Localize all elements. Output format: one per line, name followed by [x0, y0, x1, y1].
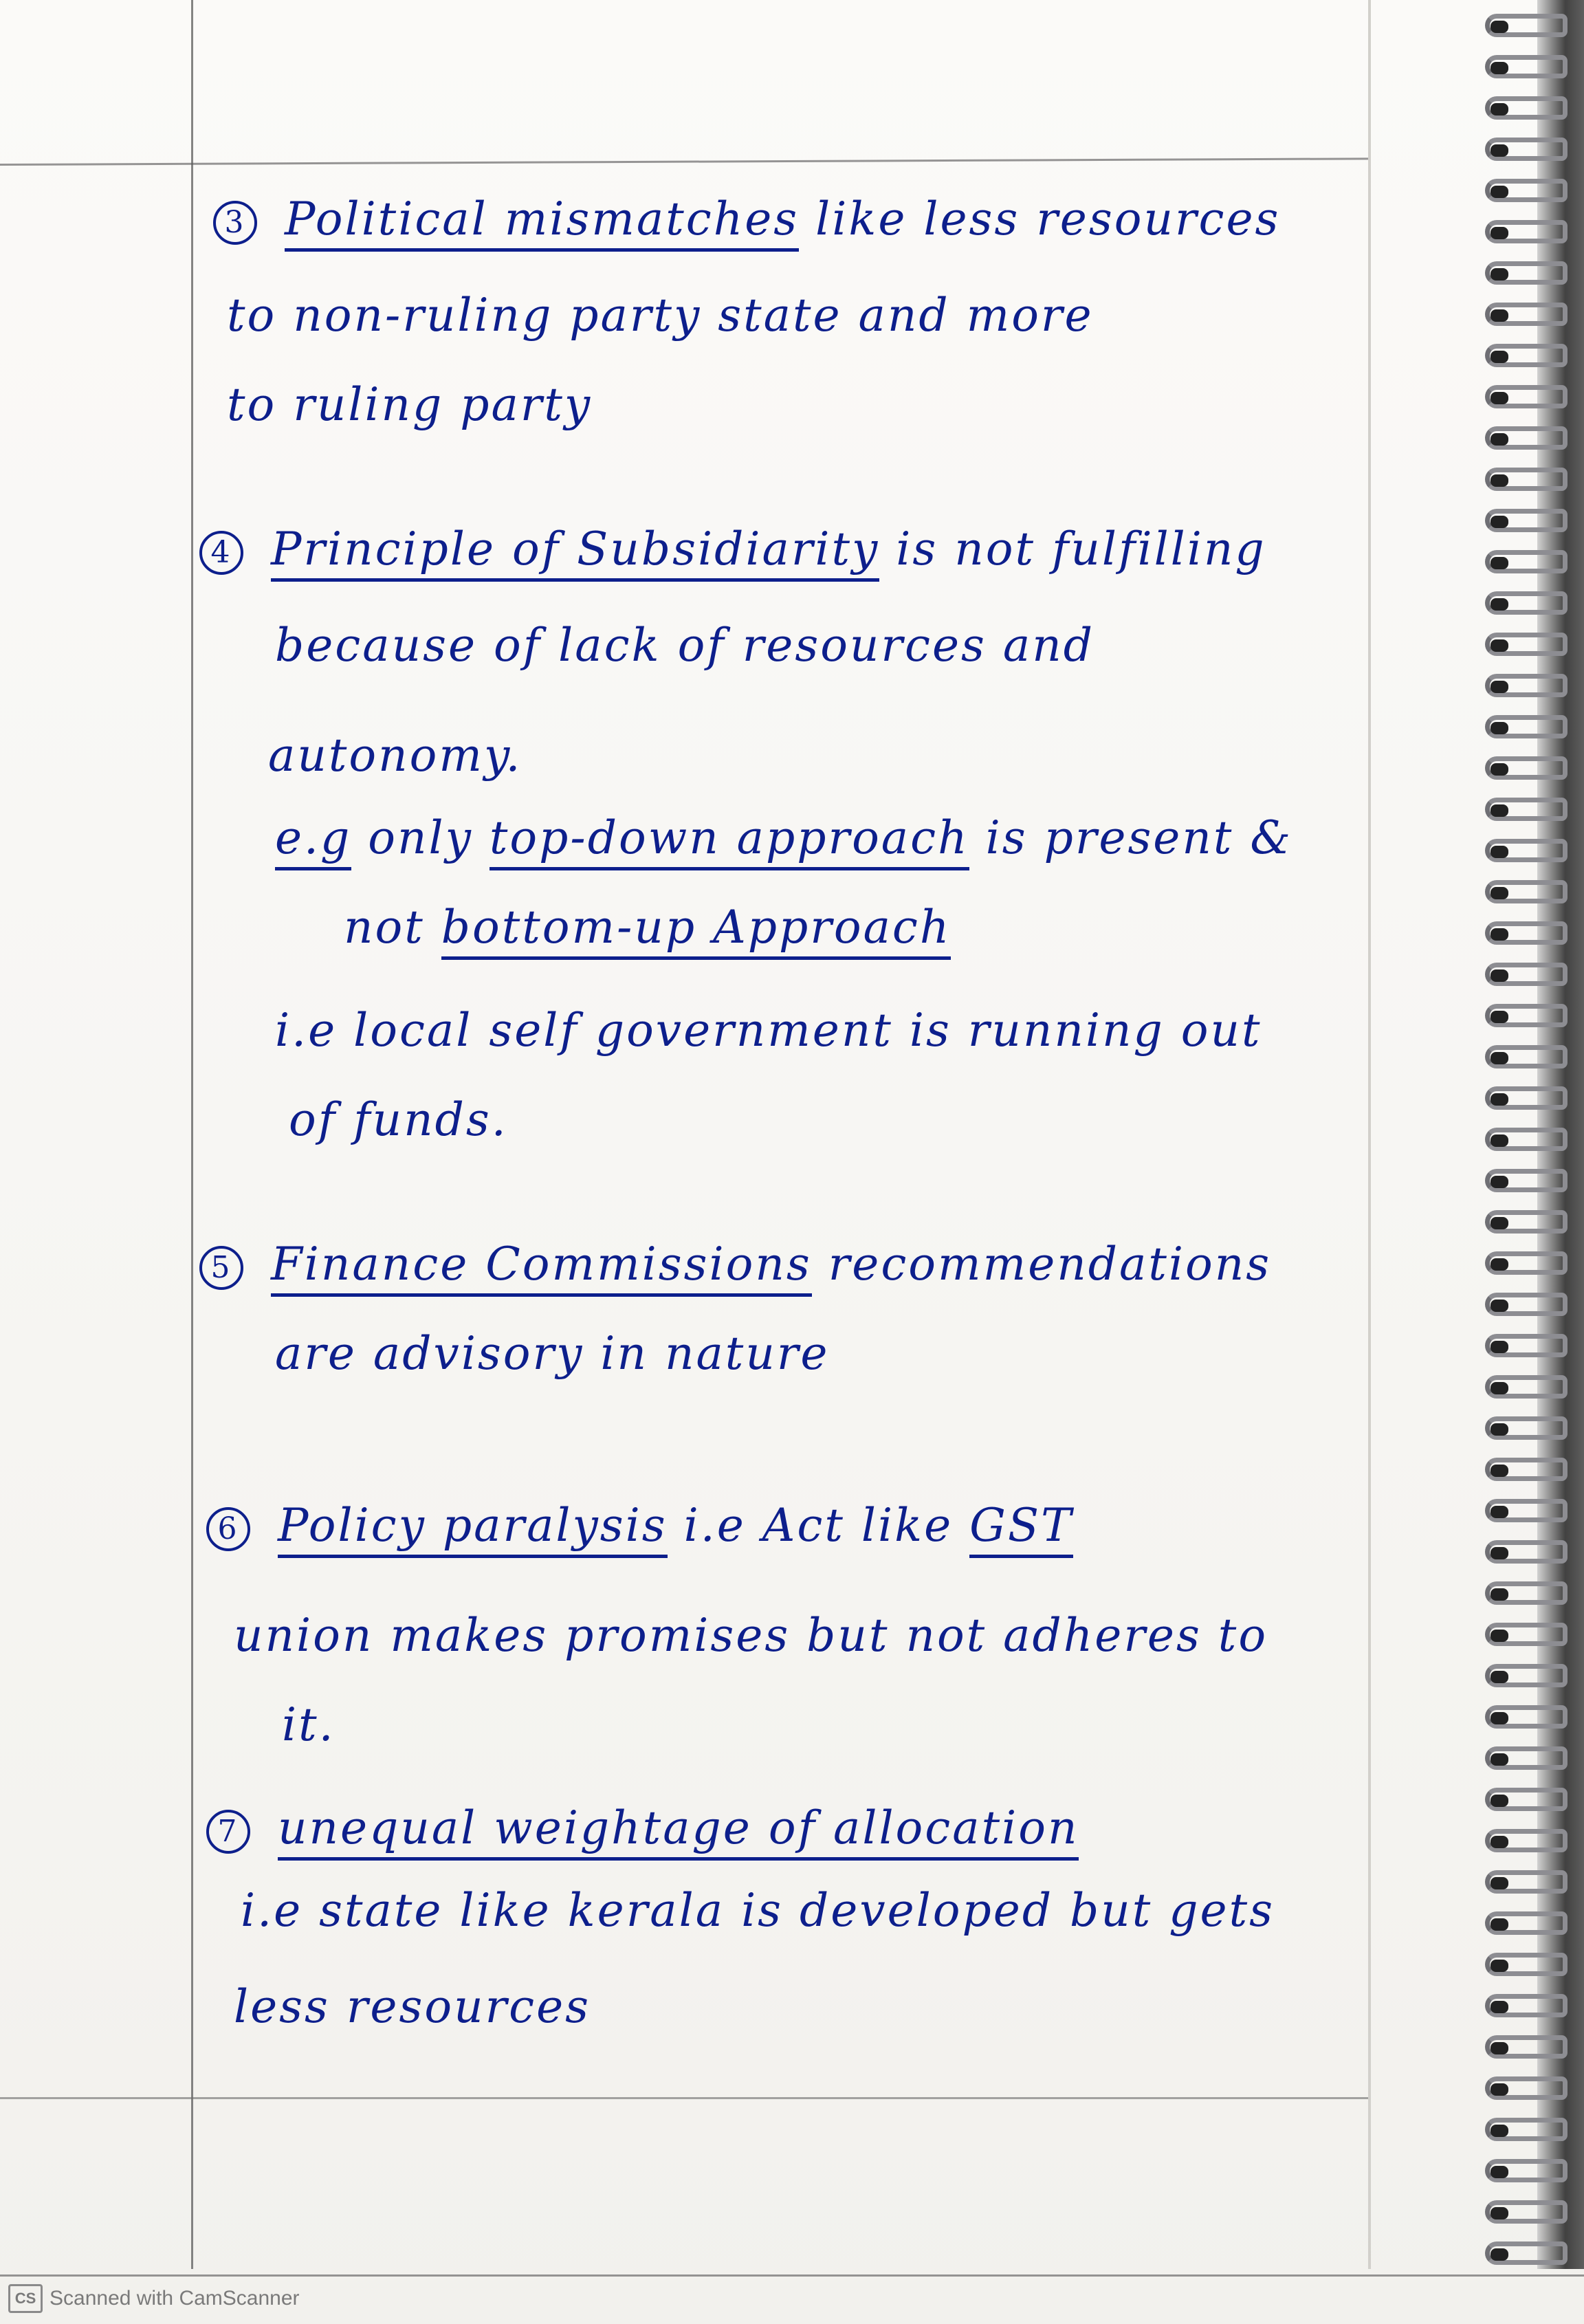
point-7-title: unequal weightage of allocation: [278, 1801, 1079, 1861]
point-5-number: 5: [199, 1246, 243, 1290]
punch-hole: [1490, 639, 1508, 652]
punch-hole: [1490, 1423, 1508, 1436]
punch-hole: [1490, 62, 1508, 74]
point-7-number: 7: [206, 1810, 250, 1854]
punch-hole: [1490, 1465, 1508, 1477]
point-3-line-1: [213, 193, 1280, 245]
punch-hole: [1490, 1960, 1508, 1972]
point-4-only: only: [368, 811, 473, 864]
punch-hole: [1490, 1341, 1508, 1353]
point-4-line-7: of funds.: [289, 1093, 508, 1146]
punch-hole: [1490, 1093, 1508, 1106]
point-6-line-1: [206, 1499, 1073, 1552]
punch-hole: [1490, 887, 1508, 899]
punch-hole: [1490, 1300, 1508, 1312]
punch-hole: [1490, 846, 1508, 858]
point-5-line-1: [199, 1238, 1271, 1291]
punch-hole: [1490, 1506, 1508, 1518]
punch-hole: [1490, 1630, 1508, 1642]
punch-hole: [1490, 1918, 1508, 1931]
point-5-line-2: are advisory in nature: [275, 1327, 830, 1380]
bottom-up-approach: bottom-up Approach: [441, 901, 952, 960]
punch-hole: [1490, 763, 1508, 776]
punch-hole: [1490, 557, 1508, 569]
point-3-line-3: to ruling party: [227, 378, 593, 431]
punch-hole: [1490, 2207, 1508, 2219]
punch-hole: [1490, 227, 1508, 239]
punch-hole: [1490, 2125, 1508, 2137]
point-4-line-5: [344, 901, 951, 954]
watermark-text: Scanned with CamScanner: [50, 2287, 300, 2310]
point-6-line-2: union makes promises but not adheres to: [234, 1609, 1268, 1662]
scanner-watermark: [8, 2281, 300, 2316]
point-3-line-2: to non-ruling party state and more: [227, 289, 1094, 342]
point-4-line-2: because of lack of resources and: [275, 619, 1094, 672]
point-5-title: Finance Commissions: [271, 1238, 812, 1297]
punch-hole: [1490, 21, 1508, 33]
punch-hole: [1490, 309, 1508, 322]
page-bottom-edge: [0, 2274, 1584, 2277]
punch-hole: [1490, 2042, 1508, 2054]
punch-hole: [1490, 1217, 1508, 1229]
punch-hole: [1490, 1712, 1508, 1724]
punch-hole: [1490, 144, 1508, 157]
point-6-number: 6: [206, 1507, 250, 1551]
punch-hole: [1490, 722, 1508, 734]
punch-hole: [1490, 681, 1508, 693]
punch-hole: [1490, 1836, 1508, 1848]
point-6-line-3: it.: [282, 1698, 336, 1751]
point-6-text: i.e Act like: [683, 1499, 954, 1552]
point-5-text: recommendations: [828, 1238, 1272, 1291]
bottom-rule: [0, 2097, 1368, 2099]
punch-hole: [1490, 1877, 1508, 1889]
point-4-present: is present &: [985, 811, 1293, 864]
punch-hole: [1490, 1382, 1508, 1394]
punch-hole: [1490, 186, 1508, 198]
point-7-line-1: [206, 1801, 1079, 1854]
point-4-line-1: [199, 523, 1266, 575]
point-6-title: Policy paralysis: [278, 1499, 668, 1558]
punch-hole: [1490, 2248, 1508, 2261]
punch-hole: [1490, 2166, 1508, 2178]
punch-hole: [1490, 103, 1508, 116]
top-rule: [0, 157, 1368, 166]
point-4-line-4: [275, 811, 1292, 864]
point-4-line-3: autonomy.: [268, 729, 522, 782]
punch-hole: [1490, 928, 1508, 941]
punch-hole: [1490, 598, 1508, 611]
punch-hole: [1490, 1588, 1508, 1601]
spiral-binding: [1458, 0, 1584, 2269]
punch-hole: [1490, 1795, 1508, 1807]
point-4-text: is not fulfilling: [896, 523, 1266, 575]
point-4-number: 4: [199, 531, 243, 575]
punch-hole: [1490, 392, 1508, 404]
punch-hole: [1490, 2083, 1508, 2096]
point-7-line-2: i.e state like kerala is developed but gets: [241, 1884, 1275, 1937]
point-3-number: 3: [213, 201, 257, 245]
punch-hole: [1490, 1753, 1508, 1766]
point-4-title: Principle of Subsidiarity: [271, 523, 879, 582]
punch-hole: [1490, 2001, 1508, 2013]
point-7-line-3: less resources: [234, 1980, 591, 2033]
point-3-text: like less resources: [815, 193, 1281, 245]
eg-label: e.g: [275, 811, 351, 870]
top-down-approach: top-down approach: [490, 811, 969, 870]
point-3-title: Political mismatches: [285, 193, 799, 252]
punch-hole: [1490, 1258, 1508, 1271]
punch-hole: [1490, 804, 1508, 817]
punch-hole: [1490, 1176, 1508, 1188]
page-right-edge: [1368, 0, 1371, 2269]
punch-hole: [1490, 268, 1508, 281]
punch-hole: [1490, 1011, 1508, 1023]
punch-hole: [1490, 351, 1508, 363]
gst-label: GST: [969, 1499, 1073, 1558]
punch-hole: [1490, 433, 1508, 446]
punch-hole: [1490, 474, 1508, 487]
camscanner-logo-icon: CS: [8, 2284, 43, 2313]
point-4-not: not: [344, 901, 425, 954]
punch-hole: [1490, 1134, 1508, 1147]
margin-line: [191, 0, 193, 2269]
punch-hole: [1490, 1547, 1508, 1559]
punch-hole: [1490, 1671, 1508, 1683]
punch-hole: [1490, 1052, 1508, 1064]
point-4-line-6: i.e local self government is running out: [275, 1004, 1262, 1057]
punch-hole: [1490, 516, 1508, 528]
punch-hole: [1490, 969, 1508, 982]
